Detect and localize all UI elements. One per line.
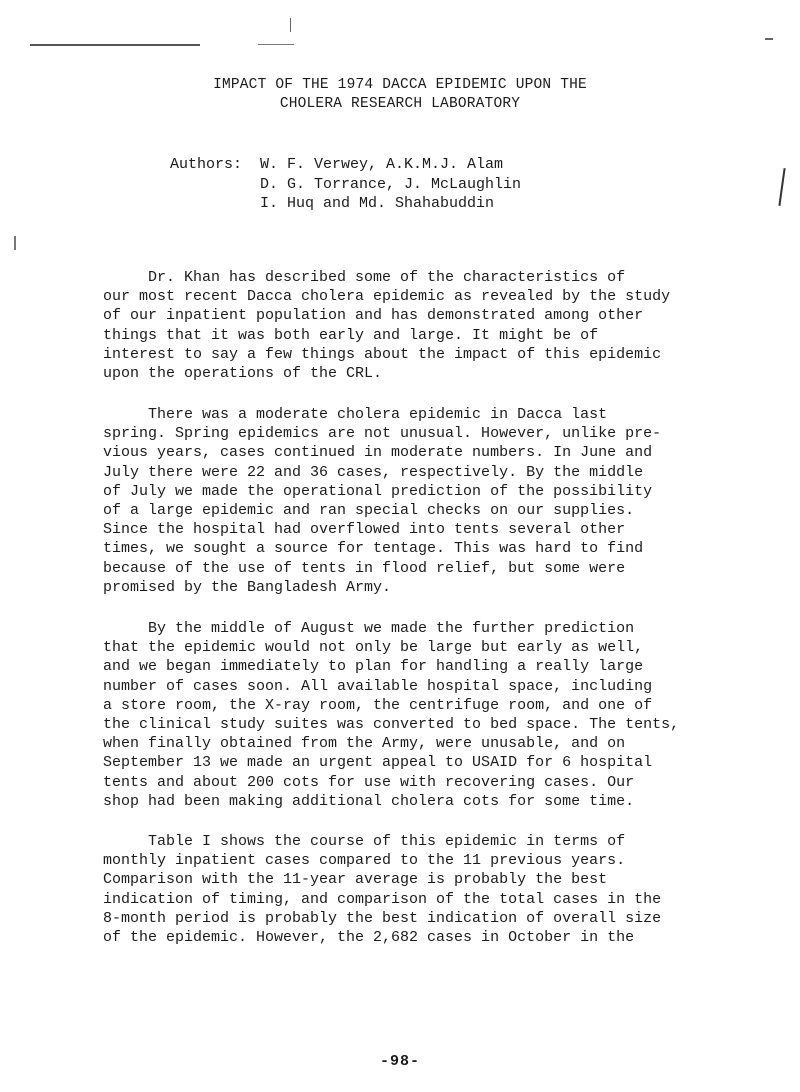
text-line: times, we sought a source for tentage. This was hard to find bbox=[103, 540, 644, 558]
text-line: a store room, the X-ray room, the centrifuge room, and one of bbox=[103, 696, 653, 714]
scan-artifact-dot bbox=[765, 38, 773, 40]
text-line: number of cases soon. All available hospital space, including bbox=[103, 677, 653, 695]
scan-artifact-line bbox=[30, 44, 200, 46]
text-line: of our inpatient population and has demonstrated among other bbox=[103, 307, 644, 325]
author-line: D. G. Torrance, J. McLaughlin bbox=[260, 175, 522, 193]
title-line: CHOLERA RESEARCH LABORATORY bbox=[279, 96, 521, 112]
text-line: our most recent Dacca cholera epidemic as revealed by the study bbox=[103, 288, 671, 306]
text-line: when finally obtained from the Army, were unusable, and on bbox=[103, 735, 626, 753]
author-line: I. Huq and Md. Shahabuddin bbox=[260, 195, 495, 212]
scan-artifact-line bbox=[258, 44, 294, 45]
text-line: of the epidemic. However, the 2,682 cases in October in the bbox=[103, 929, 635, 947]
text-line: that the epidemic would not only be large but early as well, bbox=[103, 639, 644, 657]
text-line: of a large epidemic and ran special checks on our supplies. bbox=[103, 502, 635, 520]
text-line: Since the hospital had overflowed into tents several other bbox=[103, 521, 626, 539]
text-line: monthly inpatient cases compared to the 11 previous years. bbox=[103, 852, 626, 870]
scan-artifact-dot bbox=[14, 236, 16, 250]
text-line: 8-month period is probably the best indication of overall size bbox=[103, 909, 662, 927]
author-line: W. F. Verwey, A.K.M.J. Alam bbox=[260, 156, 504, 173]
text-line: September 13 we made an urgent appeal to USAID for 6 hospital bbox=[103, 754, 653, 772]
text-line: Table I shows the course of this epidemic in terms of bbox=[103, 833, 626, 850]
body-paragraph bbox=[103, 619, 800, 811]
text-line: things that it was both early and large. It might be of bbox=[103, 326, 599, 344]
text-line: Dr. Khan has described some of the characteristics of bbox=[103, 269, 626, 286]
authors-label: Authors: bbox=[170, 156, 243, 173]
text-line: tents and about 200 cots for use with recovering cases. Our bbox=[103, 773, 635, 791]
text-line: There was a moderate cholera epidemic in Dacca last bbox=[103, 406, 608, 423]
text-line: indication of timing, and comparison of the total cases in the bbox=[103, 890, 662, 908]
document-title bbox=[0, 76, 800, 114]
authors-row bbox=[170, 155, 521, 175]
body-paragraph bbox=[103, 268, 800, 383]
text-line: of July we made the operational prediction of the possibility bbox=[103, 482, 653, 500]
authors-block bbox=[170, 155, 521, 214]
scan-artifact-line bbox=[290, 18, 291, 32]
scan-artifact-slash bbox=[778, 168, 785, 206]
authors-row bbox=[170, 194, 521, 214]
text-line: Comparison with the 11-year average is probably the best bbox=[103, 871, 608, 889]
text-line: By the middle of August we made the further prediction bbox=[103, 620, 635, 637]
authors-row bbox=[170, 175, 521, 195]
text-line: upon the operations of the CRL. bbox=[103, 365, 383, 383]
text-line: promised by the Bangladesh Army. bbox=[103, 578, 392, 596]
title-line: IMPACT OF THE 1974 DACCA EPIDEMIC UPON THE bbox=[213, 77, 587, 93]
text-line: interest to say a few things about the impact of this epidemic bbox=[103, 345, 662, 363]
text-line: spring. Spring epidemics are not unusual. However, unlike pre- bbox=[103, 425, 662, 443]
body-paragraph bbox=[103, 832, 800, 947]
text-line: shop had been making additional cholera cots for some time. bbox=[103, 792, 635, 810]
text-line: July there were 22 and 36 cases, respectively. By the middle bbox=[103, 463, 644, 481]
text-line: the clinical study suites was converted to bed space. The tents, bbox=[103, 716, 680, 734]
text-line: vious years, cases continued in moderate numbers. In June and bbox=[103, 444, 653, 462]
text-line: and we began immediately to plan for handling a really large bbox=[103, 658, 644, 676]
body-paragraph bbox=[103, 405, 800, 597]
page-number: -98- bbox=[379, 1053, 420, 1070]
text-line: because of the use of tents in flood relief, but some were bbox=[103, 559, 626, 577]
